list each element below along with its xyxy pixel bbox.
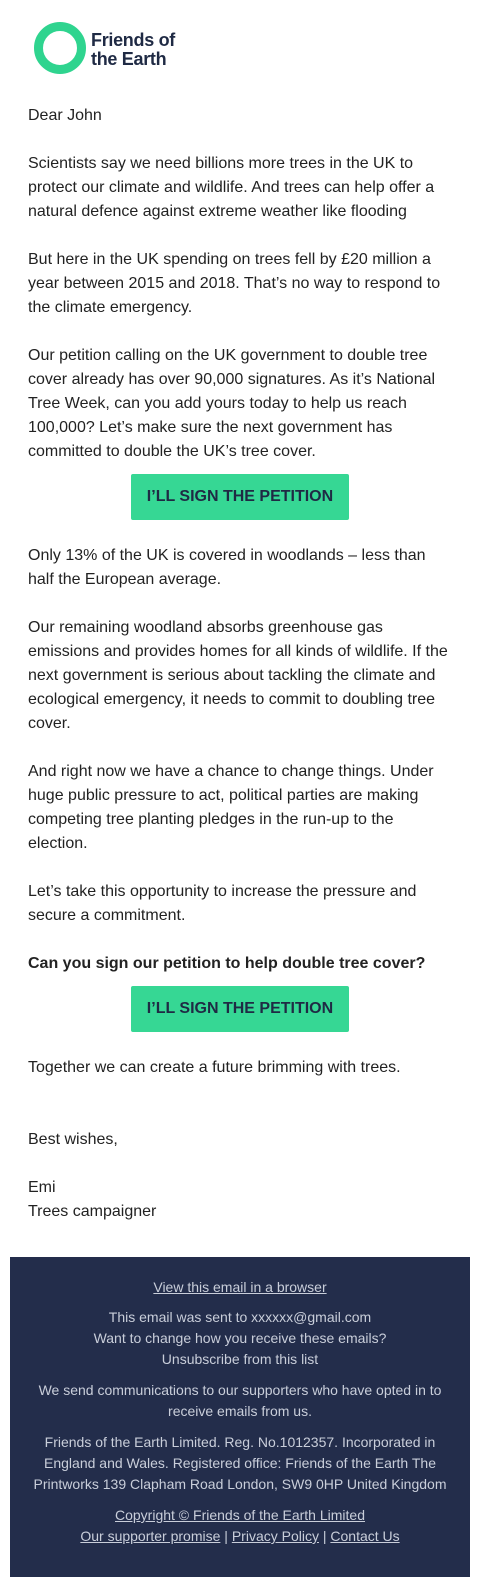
privacy-policy-link[interactable]: Privacy Policy [231, 1528, 319, 1544]
communications-notice: We send communications to our supporters who have opted in to receive emails from us. [38, 1382, 442, 1419]
petition-ask: Can you sign our petition to help double tree cover? [28, 955, 426, 972]
email-footer [10, 1257, 470, 1577]
change-preferences-link[interactable]: Want to change how you receive these emails? [93, 1330, 387, 1346]
body-paragraph: But here in the UK spending on trees fell by £20 million a year between 2015 and 2018. That’s no way to respond to the climate emergency. [28, 251, 441, 316]
sign-petition-button-2[interactable]: I’LL SIGN THE PETITION [131, 986, 349, 1032]
copyright-link[interactable]: Copyright © Friends of the Earth Limited [115, 1507, 365, 1523]
unsubscribe-link[interactable]: Unsubscribe from this list [161, 1351, 319, 1367]
logo-line-2: the Earth [91, 49, 167, 69]
body-paragraph: Only 13% of the UK is covered in woodlands – less than half the European average. [28, 547, 426, 588]
email-body [28, 104, 452, 1224]
sign-petition-button[interactable]: I’LL SIGN THE PETITION [131, 474, 349, 520]
signer-name: Emi [28, 1179, 56, 1196]
link-separator: | [322, 1528, 327, 1544]
link-separator: | [224, 1528, 228, 1544]
sent-to-text: This email was sent to xxxxxx@gmail.com [108, 1309, 372, 1325]
closing-line: Together we can create a future brimming with trees. [28, 1059, 401, 1076]
signoff: Best wishes, [28, 1131, 118, 1148]
legal-notice: Friends of the Earth Limited. Reg. No.1012357. Incorporated in England and Wales. Registered office: Friends of the Earth The Printworks 139 Clapham Road London, SW9 0HP United Kingdom [33, 1434, 447, 1492]
body-paragraph: And right now we have a chance to change things. Under huge public pressure to act, political parties are making competing tree planting pledges in the run-up to the election. [28, 763, 434, 852]
cta-row [28, 474, 452, 520]
supporter-promise-link[interactable]: Our supporter promise [80, 1528, 221, 1544]
logo-wordmark [91, 31, 175, 69]
signature [28, 1128, 452, 1224]
cta-row-2 [28, 986, 452, 1032]
greeting: Dear John [28, 107, 102, 124]
body-paragraph: Our remaining woodland absorbs greenhouse gas emissions and provides homes for all kinds of wildlife. If the next government is serious about tackling the climate and ecological emergency, it needs to commit to doubling tree cover. [28, 619, 448, 732]
view-in-browser-link[interactable]: View this email in a browser [153, 1279, 327, 1295]
contact-us-link[interactable]: Contact Us [330, 1528, 400, 1544]
body-paragraph: Let’s take this opportunity to increase the pressure and secure a commitment. [28, 883, 417, 924]
friends-of-the-earth-logo[interactable] [34, 22, 184, 76]
signer-title: Trees campaigner [28, 1203, 157, 1220]
logo-ring-icon [34, 22, 86, 74]
body-paragraph: Scientists say we need billions more trees in the UK to protect our climate and wildlife. And trees can help offer a natural defence against extreme weather like flooding [28, 155, 435, 220]
logo-line-1: Friends of [91, 30, 176, 50]
body-paragraph: Our petition calling on the UK government to double tree cover already has over 90,000 signatures. As it’s National Tree Week, can you add yours today to help us reach 100,000? Let’s make sure the next government has committed to double the UK’s tree cover. [28, 347, 436, 460]
